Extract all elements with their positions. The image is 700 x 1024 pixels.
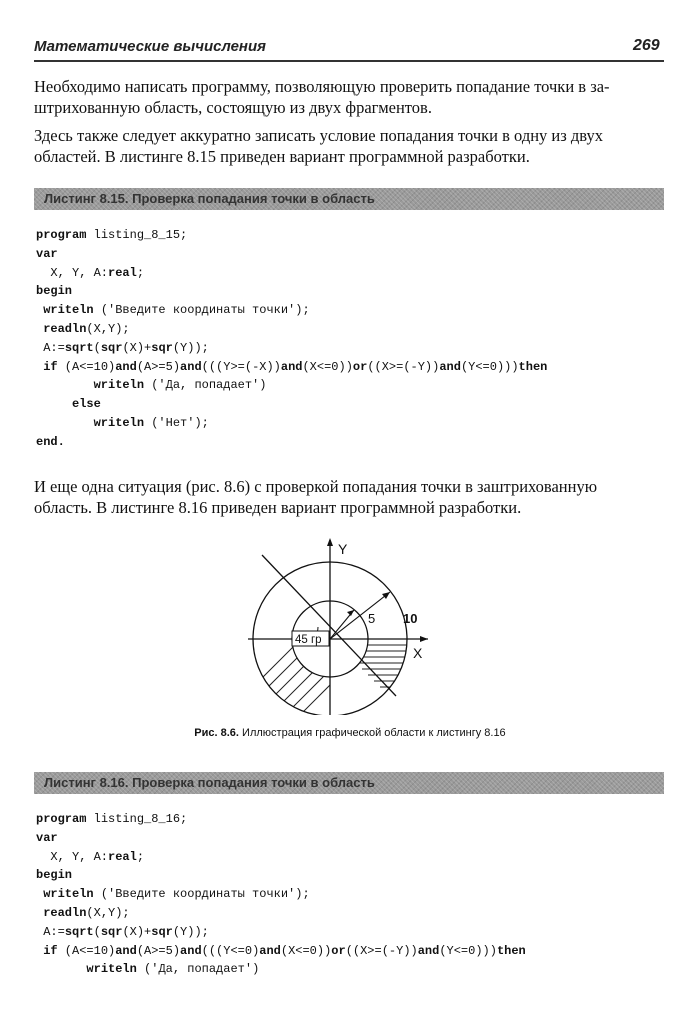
page-number: 269 (633, 37, 660, 54)
code-keyword: then (496, 943, 526, 958)
code-text: (X)+ (122, 924, 152, 939)
angle-label: 45 гр (295, 634, 322, 646)
paragraph-line: Здесь также следует аккуратно записать условие попадания точки в одну из двух (34, 126, 604, 145)
code-keyword: if (43, 943, 58, 958)
code-text: (X)+ (122, 340, 152, 355)
listing-816-header (34, 772, 664, 794)
code-line (36, 848, 526, 867)
code-text: ; (136, 265, 145, 280)
y-axis-label: Y (338, 541, 348, 557)
code-line (36, 942, 526, 961)
code-line (36, 282, 547, 301)
code-text: (Y<=0))) (460, 359, 519, 374)
x-axis-arrow (420, 636, 428, 642)
code-text: X, Y, A: (36, 849, 109, 864)
code-text: (Y<=0))) (439, 943, 497, 958)
code-keyword: writeln (93, 378, 145, 393)
code-text: (Y)); (172, 340, 209, 355)
code-text: (X,Y); (86, 905, 130, 920)
code-text: (((Y>=(-X)) (201, 359, 281, 374)
code-text: ; (136, 849, 145, 864)
code-text: (X<=0)) (302, 359, 353, 374)
code-line (36, 358, 547, 377)
code-text: A:= (36, 924, 65, 939)
code-text: (X,Y); (86, 321, 130, 336)
code-keyword: and (115, 359, 137, 374)
code-text (36, 378, 94, 392)
code-text: (((Y<=0) (201, 943, 260, 958)
code-line (36, 339, 547, 358)
code-keyword: if (43, 359, 58, 374)
figure-caption (0, 727, 700, 739)
paragraph-line: Необходимо написать программу, позволяющую проверить попадание точки в за- (34, 77, 610, 96)
code-text: (A<=10) (57, 943, 116, 958)
paragraph-line: штрихованную область, состоящую из двух фрагментов. (34, 98, 432, 117)
code-text: ((X>=(-Y)) (367, 359, 440, 374)
code-keyword: var (36, 246, 58, 261)
code-keyword: and (439, 359, 461, 374)
code-text (36, 397, 72, 411)
code-text: ('Да, попадает') (144, 378, 267, 393)
figure-8-6 (200, 530, 460, 715)
code-keyword: and (259, 943, 281, 958)
code-keyword: and (180, 943, 202, 958)
code-line (36, 885, 526, 904)
paragraph-line: область. В листинге 8.16 приведен вариант программной разработки. (34, 498, 522, 517)
paragraph-line: И еще одна ситуация (рис. 8.6) с проверкой попадания точки в заштрихованную (34, 477, 598, 496)
code-keyword: program (36, 812, 87, 826)
code-line (36, 829, 526, 848)
code-text: listing_8_16; (86, 812, 188, 826)
x-axis-label: X (413, 645, 423, 661)
code-keyword: then (518, 359, 548, 374)
code-keyword: real (108, 265, 137, 280)
code-keyword: writeln (93, 415, 145, 430)
code-line (36, 245, 547, 264)
code-keyword: program (36, 228, 87, 242)
code-keyword: readln (43, 321, 87, 336)
code-line (36, 264, 547, 283)
code-keyword: or (352, 359, 368, 374)
figure-caption-label: Рис. 8.6. (194, 727, 239, 739)
listing-815-title: Листинг 8.15. Проверка попадания точки в область (44, 191, 375, 206)
code-line (36, 226, 547, 245)
code-text: X, Y, A: (36, 265, 109, 280)
code-keyword: sqrt (64, 924, 94, 939)
figure-caption-text: Иллюстрация графической области к листингу 8.16 (238, 727, 506, 739)
paragraph-figure-intro (34, 476, 666, 518)
code-line (36, 395, 547, 414)
listing-816-code (36, 810, 526, 979)
code-line (36, 301, 547, 320)
code-line (36, 376, 547, 395)
code-text: ( (93, 924, 101, 939)
code-text: ('Введите координаты точки'); (93, 303, 310, 318)
code-keyword: sqr (100, 340, 123, 355)
paragraph-condition (34, 125, 666, 167)
code-text (36, 962, 86, 976)
radius-5-arrow (347, 610, 354, 616)
code-keyword: else (72, 397, 101, 412)
running-header-title: Математические вычисления (34, 38, 266, 55)
code-line (36, 960, 526, 979)
code-keyword: begin (36, 284, 73, 299)
code-keyword: sqr (151, 924, 173, 939)
code-text: (A<=10) (57, 359, 116, 374)
code-line (36, 414, 547, 433)
code-keyword: writeln (43, 887, 94, 902)
code-keyword: and (115, 943, 137, 958)
paragraph-line: областей. В листинге 8.15 приведен вариант программной разработки. (34, 147, 530, 166)
code-text: (Y)); (172, 924, 209, 939)
y-axis-arrow (327, 538, 333, 546)
code-text: ('Нет'); (144, 415, 209, 430)
listing-816-title: Листинг 8.16. Проверка попадания точки в область (44, 775, 375, 790)
code-text: (A>=5) (136, 943, 181, 958)
code-keyword: and (280, 359, 303, 374)
code-keyword: begin (36, 868, 73, 883)
header-rule (34, 60, 664, 62)
code-keyword: end. (36, 434, 65, 449)
code-line (36, 866, 526, 885)
code-text: ((X>=(-Y)) (345, 943, 418, 958)
code-text: ('Введите координаты точки'); (93, 887, 310, 902)
code-line (36, 904, 526, 923)
code-text (36, 416, 94, 430)
paragraph-intro (34, 76, 666, 118)
code-line (36, 433, 547, 452)
code-line (36, 810, 526, 829)
listing-815-code (36, 226, 547, 452)
code-text: ('Да, попадает') (136, 962, 260, 977)
code-keyword: or (331, 943, 346, 958)
code-text: A:= (36, 340, 65, 355)
listing-815-header (34, 188, 664, 210)
code-keyword: readln (43, 905, 87, 920)
code-text: listing_8_15; (86, 228, 188, 242)
code-keyword: writeln (86, 962, 137, 977)
code-keyword: and (417, 943, 440, 958)
code-text: ( (93, 340, 101, 355)
code-keyword: sqrt (64, 340, 94, 355)
code-keyword: writeln (43, 303, 94, 318)
code-keyword: real (108, 849, 137, 864)
code-keyword: and (180, 359, 202, 374)
code-keyword: sqr (100, 924, 123, 939)
code-text: (A>=5) (136, 359, 181, 374)
code-text: (X<=0)) (280, 943, 332, 958)
radius-10-line (330, 592, 390, 639)
code-line (36, 320, 547, 339)
inner-radius-label: 5 (368, 611, 376, 626)
outer-radius-label: 10 (403, 611, 418, 626)
code-keyword: var (36, 830, 58, 845)
code-keyword: sqr (151, 340, 173, 355)
code-line (36, 923, 526, 942)
diagonal-line (262, 555, 396, 696)
